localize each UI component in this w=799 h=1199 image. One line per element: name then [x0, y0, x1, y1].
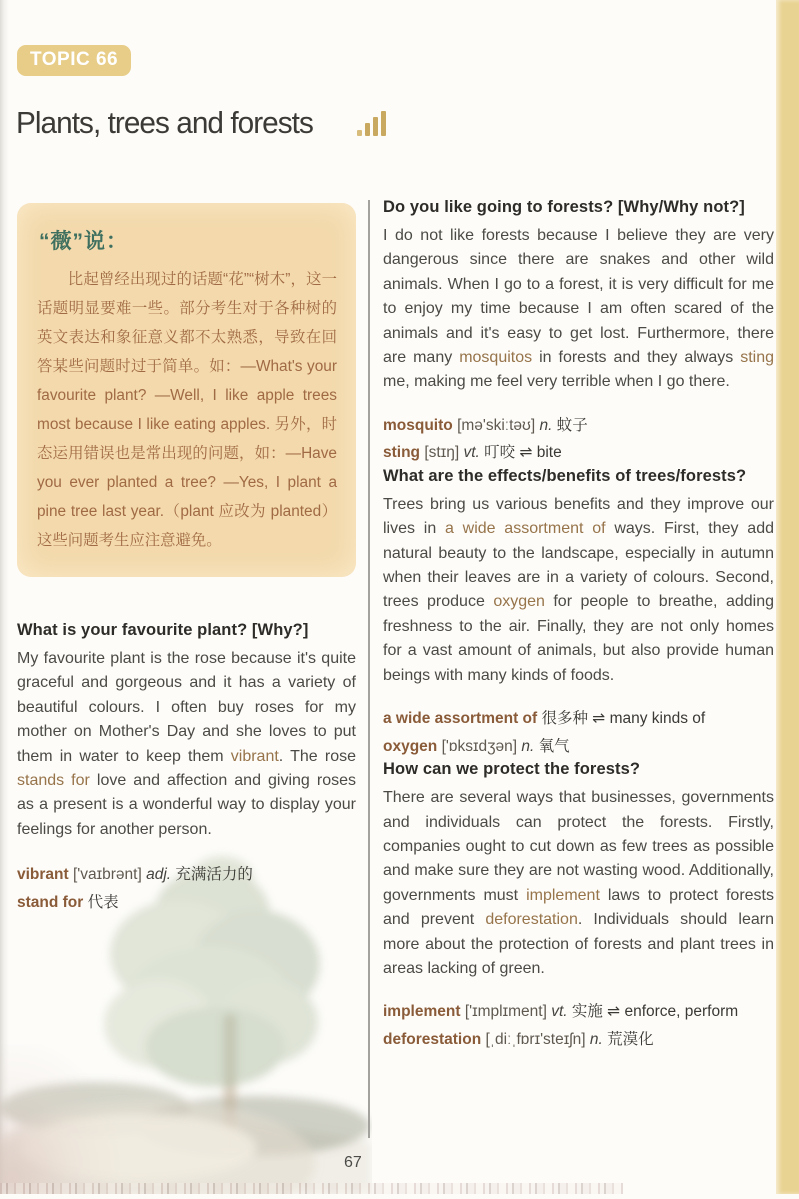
vocab-entry-assortment: a wide assortment of 很多种 ⇌ many kinds of: [383, 710, 706, 728]
page-number: 67: [344, 1154, 362, 1171]
vocab-entry-stand-for: stand for 代表: [17, 893, 119, 911]
topic-badge: TOPIC 66: [17, 45, 131, 76]
teacher-note-box: [17, 203, 356, 577]
vocab-list-protect: [383, 998, 774, 1053]
signal-bars-icon: [357, 111, 386, 141]
vocab-entry-oxygen: oxygen ['ɒksɪdʒən] n. 氧气: [383, 737, 570, 755]
vocab-entry-mosquito: mosquito [mə'skiːtəʊ] n. 蚊子: [383, 416, 588, 434]
answer-protect-forests: There are several ways that businesses, governments and individuals can protect the forests. Firstly, companies ought to cut down as few trees as possible and make sure they are not wasting wood. Additionally, governments must implement laws to protect forests and prevent deforestation. Individuals should learn more about the protection of forests and plant trees in areas lacking of green.: [383, 789, 775, 977]
note-body: 比起曾经出现过的话题“花”“树木”，这一话题明显要难一些。部分考生对于各种树的英文表达和象征意义都不太熟悉，导致在回答某些问题时过于简单。如：—What's your favourite plant? —Well, I like apple trees most because I like eating apples. 另外，时态运用错误也是常出现的问题，如：—Have you ever planted a tree? —Yes, I plant a pine tree last year.（plant 应改为 planted）这些问题考生应注意避免。: [37, 271, 337, 549]
answer-favourite-plant: My favourite plant is the rose because it's quite graceful and gorgeous and it has a variety of beautiful colours. I often buy roses for my mother on Mother's Day and she loves to put them in water to keep them vibrant. The rose stands for love and affection and giving roses as a present is a wonderful way to display your feelings for another person.: [17, 650, 356, 838]
vocab-entry-sting: sting [stɪŋ] vt. 叮咬 ⇌ bite: [383, 444, 562, 462]
scan-blotch: [0, 1044, 120, 1194]
vocab-entry-implement: implement ['ɪmplɪment] vt. 实施 ⇌ enforce, perform: [383, 1003, 739, 1021]
right-column: [383, 198, 774, 1053]
vocab-list-left: [17, 861, 356, 916]
vocab-entry-vibrant: vibrant ['vaɪbrənt] adj. 充满活力的: [17, 866, 253, 884]
page-edge-stripe: [776, 0, 799, 1194]
scan-left-edge: [0, 0, 10, 1194]
answer-like-forests: I do not like forests because I believe they are very dangerous since there are snakes and other wild animals. When I go to a forest, it is very difficult for me to enjoy my time because I am often scared of the animals and it's easy to get lost. Furthermore, there are many mosquitos in forests and they always sting me, making me feel very terrible when I go there.: [383, 227, 775, 391]
page-title: Plants, trees and forests: [16, 105, 313, 140]
left-column: [17, 203, 356, 916]
vocab-list-forests: [383, 412, 774, 467]
note-heading: “薇”说：: [39, 230, 128, 253]
scan-artifact-band: [0, 1183, 623, 1194]
title-row: [16, 105, 386, 141]
column-divider: [368, 200, 370, 1138]
answer-benefits-trees: Trees bring us various benefits and they improve our lives in a wide assortment of ways. First, they add natural beauty to the landscape, especially in autumn when their leaves are in a variety of colours. Second, trees produce oxygen for people to breathe, adding freshness to the air. Finally, they are not only homes for a vast amount of animals, but also provide human beings with many kinds of foods.: [383, 495, 775, 684]
question-protect-forests: How can we protect the forests?: [383, 760, 641, 779]
vocab-list-benefits: [383, 705, 774, 760]
question-like-forests: Do you like going to forests? [Why/Why not?]: [383, 198, 745, 216]
vocab-entry-deforestation: deforestation [ˌdiːˌfɒrɪ'steɪʃn] n. 荒漠化: [383, 1030, 654, 1048]
question-benefits-trees: What are the effects/benefits of trees/forests?: [383, 466, 747, 485]
question-favourite-plant: What is your favourite plant? [Why?]: [17, 621, 309, 639]
